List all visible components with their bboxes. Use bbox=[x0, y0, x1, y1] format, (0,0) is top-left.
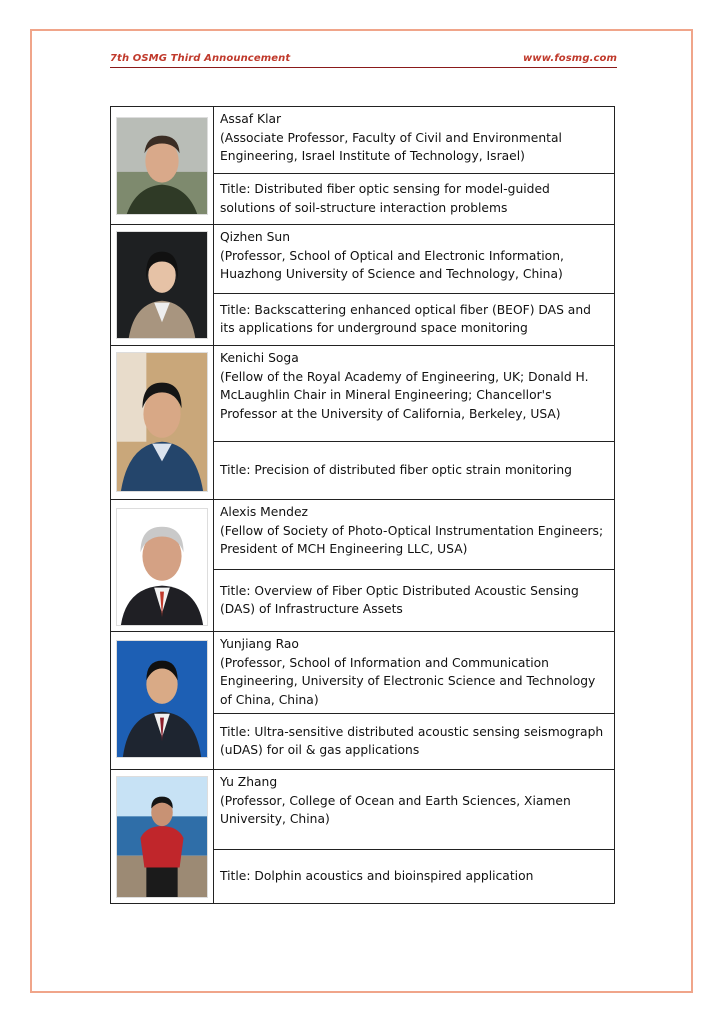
speaker-photo bbox=[116, 776, 208, 898]
photo-cell bbox=[111, 107, 214, 225]
photo-cell bbox=[111, 770, 214, 904]
speaker-photo bbox=[116, 640, 208, 758]
speaker-affiliation: (Professor, School of Information and Communication Engineering, University of Electronic Science and Technology of China, China) bbox=[220, 655, 596, 707]
speaker-affiliation: (Associate Professor, Faculty of Civil and Environmental Engineering, Israel Institute of Technology, Israel) bbox=[220, 130, 562, 163]
photo-cell bbox=[111, 632, 214, 770]
photo-cell bbox=[111, 346, 214, 500]
speaker-photo bbox=[116, 508, 208, 626]
header-title: 7th OSMG Third Announcement bbox=[110, 53, 291, 64]
speaker-photo bbox=[116, 231, 208, 339]
speaker-affiliation: (Fellow of Society of Photo-Optical Instrumentation Engineers; President of MCH Engineering LLC, USA) bbox=[220, 523, 604, 556]
speaker-row bbox=[111, 346, 615, 442]
speaker-table bbox=[110, 106, 615, 904]
talk-title: Title: Ultra-sensitive distributed acoustic sensing seismograph (uDAS) for oil & gas applications bbox=[214, 714, 615, 770]
header-url[interactable]: www.fosmg.com bbox=[523, 53, 617, 64]
page-header bbox=[110, 53, 617, 68]
speaker-name: Alexis Mendez bbox=[220, 505, 308, 519]
photo-cell bbox=[111, 225, 214, 346]
speaker-affiliation: (Professor, School of Optical and Electronic Information, Huazhong University of Science and Technology, China) bbox=[220, 248, 564, 281]
speaker-row bbox=[111, 225, 615, 294]
speaker-affiliation: (Fellow of the Royal Academy of Engineering, UK; Donald H. McLaughlin Chair in Mineral Engineering; Chancellor's Professor at the University of California, Berkeley, USA) bbox=[220, 369, 589, 421]
speaker-name: Assaf Klar bbox=[220, 112, 282, 126]
speaker-name: Qizhen Sun bbox=[220, 230, 291, 244]
speaker-photo bbox=[116, 352, 208, 492]
speaker-row bbox=[111, 500, 615, 570]
speaker-row bbox=[111, 632, 615, 714]
speaker-info bbox=[214, 500, 615, 570]
speaker-info bbox=[214, 225, 615, 294]
speaker-info bbox=[214, 346, 615, 442]
speaker-name: Kenichi Soga bbox=[220, 351, 299, 365]
talk-title: Title: Dolphin acoustics and bioinspired application bbox=[214, 850, 615, 904]
talk-title: Title: Precision of distributed fiber optic strain monitoring bbox=[214, 442, 615, 500]
speaker-row bbox=[111, 107, 615, 174]
speaker-affiliation: (Professor, College of Ocean and Earth Sciences, Xiamen University, China) bbox=[220, 793, 571, 826]
speaker-info bbox=[214, 632, 615, 714]
talk-title: Title: Backscattering enhanced optical fiber (BEOF) DAS and its applications for underground space monitoring bbox=[214, 294, 615, 346]
speaker-info bbox=[214, 770, 615, 850]
photo-cell bbox=[111, 500, 214, 632]
speaker-info bbox=[214, 107, 615, 174]
speaker-name: Yu Zhang bbox=[220, 775, 278, 789]
talk-title: Title: Distributed fiber optic sensing for model-guided solutions of soil-structure interaction problems bbox=[214, 174, 615, 225]
speaker-row bbox=[111, 770, 615, 850]
talk-title: Title: Overview of Fiber Optic Distributed Acoustic Sensing (DAS) of Infrastructure Assets bbox=[214, 570, 615, 632]
speaker-photo bbox=[116, 117, 208, 215]
speaker-name: Yunjiang Rao bbox=[220, 637, 299, 651]
